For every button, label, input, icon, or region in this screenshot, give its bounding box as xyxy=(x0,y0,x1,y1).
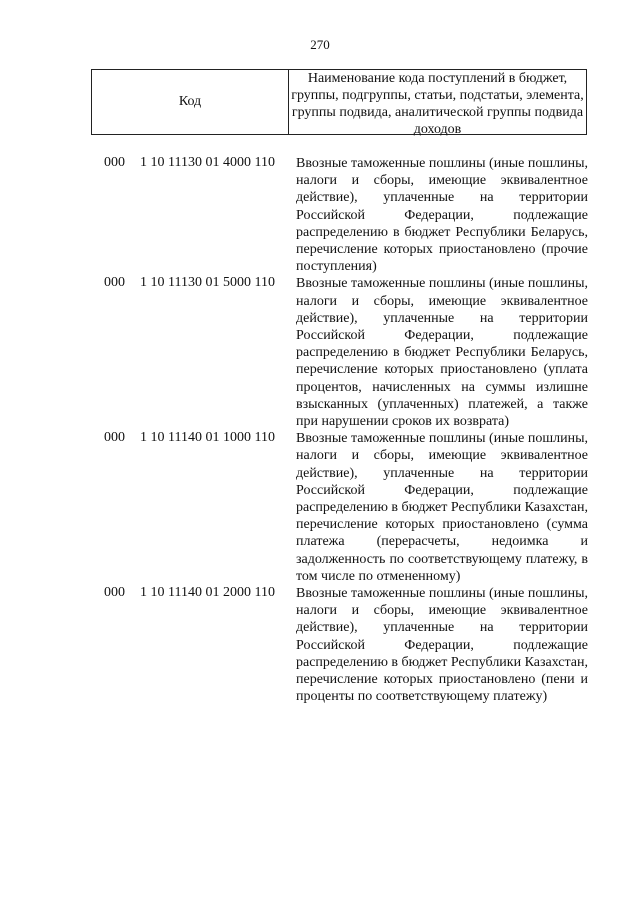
row-revenue-code: 1 10 11130 01 5000 110 xyxy=(140,275,275,291)
row-admin-code: 000 xyxy=(104,430,125,446)
row-admin-code: 000 xyxy=(104,275,125,291)
table-row xyxy=(0,275,640,430)
row-description: Ввозные таможенные пошлины (иные пошлины, налоги и сборы, имеющие эквивалентное действие), уплаченные на территории Российской Федерации, подлежащие распределению в бюджет Республики Казахстан, перечисление которых приостановлено (сумма платежа (перерасчеты, недоимка и задолженность по соответствующему платежу, в том числе по отмененному) xyxy=(296,431,589,584)
header-code-label: Код xyxy=(92,70,289,134)
row-description: Ввозные таможенные пошлины (иные пошлины, налоги и сборы, имеющие эквивалентное действие), уплаченные на территории Российской Федерации, подлежащие распределению в бюджет Республики Беларусь, перечисление которых приостановлено (уплата процентов, начисленных на суммы излишне взысканных (уплаченных) платежей, а также при нарушении сроков их возврата) xyxy=(296,276,588,430)
table-row xyxy=(0,430,640,585)
row-revenue-code: 1 10 11140 01 2000 110 xyxy=(140,585,275,601)
header-name-label: Наименование кода поступлений в бюджет, группы, подгруппы, статьи, подстатьи, элемента, группы подвида, аналитической группы подвида доходов xyxy=(291,71,584,137)
row-revenue-code: 1 10 11140 01 1000 110 xyxy=(140,430,275,446)
row-admin-code: 000 xyxy=(104,155,125,170)
table-row xyxy=(0,155,640,275)
table-row xyxy=(0,585,640,705)
row-admin-code: 000 xyxy=(104,585,125,601)
table-header xyxy=(91,69,587,135)
row-description: Ввозные таможенные пошлины (иные пошлины, налоги и сборы, имеющие эквивалентное действие), уплаченные на территории Российской Федерации, подлежащие распределению в бюджет Республики Беларусь, перечисление которых приостановлено (прочие поступления) xyxy=(296,156,588,275)
table-body xyxy=(0,155,640,706)
page-number: 270 xyxy=(310,37,330,52)
row-description: Ввозные таможенные пошлины (иные пошлины, налоги и сборы, имеющие эквивалентное действие), уплаченные на территории Российской Федерации, подлежащие распределению в бюджет Республики Казахстан, перечисление которых приостановлено (пени и проценты по соответствующему платежу) xyxy=(296,586,589,705)
row-revenue-code: 1 10 11130 01 4000 110 xyxy=(140,155,275,170)
